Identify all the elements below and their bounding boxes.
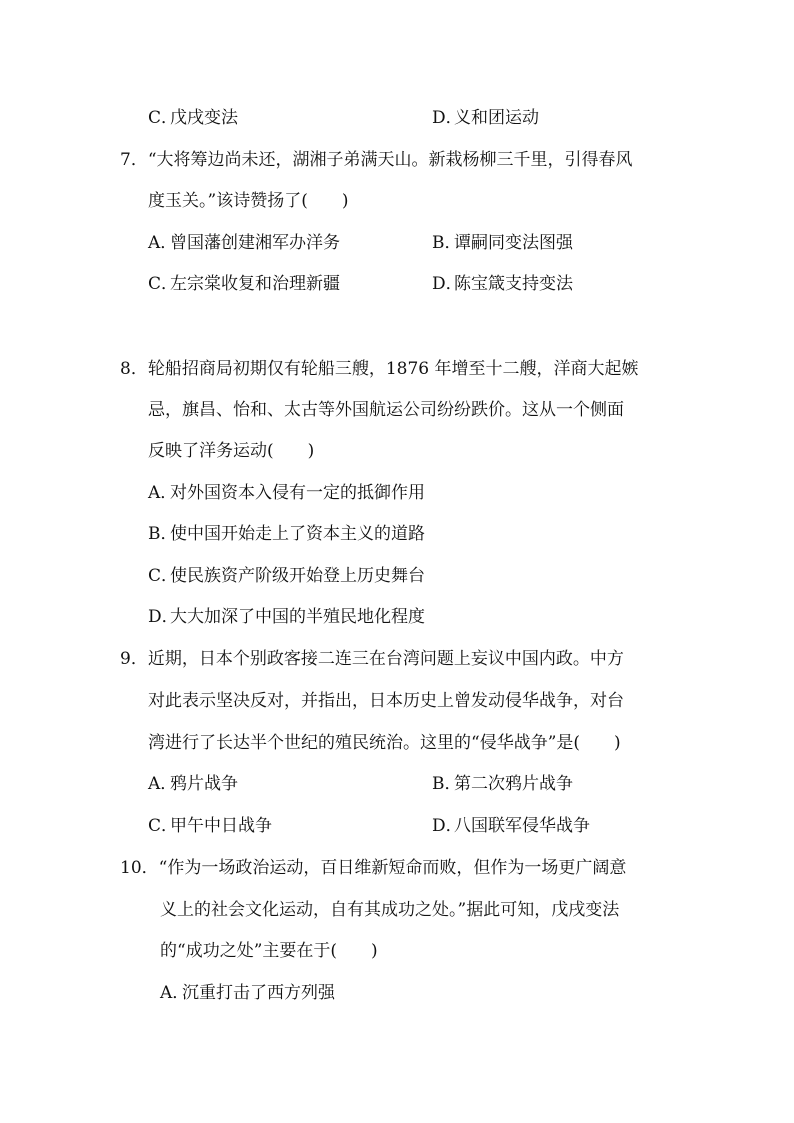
q9-option-b <box>432 772 573 796</box>
option-text: 戊戌变法 <box>170 108 238 128</box>
option-label: D． <box>432 816 463 836</box>
option-text: 沉重打击了西方列强 <box>182 983 335 1003</box>
option-label: A． <box>148 233 178 253</box>
question-stem: 对此表示坚决反对，并指出，日本历史上曾发动侵华战争，对台 <box>148 691 624 711</box>
option-text: 陈宝箴支持变法 <box>454 274 573 294</box>
option-text: 八国联军侵华战争 <box>454 816 590 836</box>
q8-option-a <box>148 481 425 505</box>
q8-option-c <box>148 564 425 588</box>
option-label: D． <box>148 607 179 627</box>
question-stem: “作为一场政治运动，百日维新短命而败，但作为一场更广阔意 <box>158 858 627 878</box>
q7-option-d <box>432 272 573 296</box>
option-label: D． <box>432 274 463 294</box>
option-label: C． <box>148 816 179 836</box>
q8-option-d <box>148 605 425 629</box>
q9-option-d <box>432 814 590 838</box>
option-text: 大大加深了中国的半殖民地化程度 <box>170 607 425 627</box>
question-stem: 的“成功之处”主要在于( <box>160 941 338 961</box>
q8-stem-line1 <box>120 357 639 381</box>
option-label: A． <box>148 774 178 794</box>
answer-paren: ) <box>341 191 349 211</box>
question-stem: 湾进行了长达半个世纪的殖民统治。这里的“侵华战争”是( <box>148 733 581 753</box>
option-label: C． <box>148 566 179 586</box>
option-text: 义和团运动 <box>454 108 539 128</box>
option-label: B． <box>432 233 462 253</box>
option-text: 使中国开始走上了资本主义的道路 <box>170 524 425 544</box>
q9-stem-line2 <box>148 689 624 713</box>
answer-paren: ) <box>371 941 378 961</box>
option-label: A． <box>148 483 178 503</box>
option-text: 曾国藩创建湘军办洋务 <box>170 233 340 253</box>
question-stem: 反映了洋务运动( <box>148 441 274 461</box>
option-label: B． <box>148 524 178 544</box>
option-text: 对外国资本入侵有一定的抵御作用 <box>170 483 425 503</box>
question-number: 9． <box>120 649 148 669</box>
option-label: D． <box>432 108 463 128</box>
answer-paren: ) <box>614 733 621 753</box>
q9-stem-line3 <box>148 731 621 755</box>
q8-option-b <box>148 522 425 546</box>
q6-option-c <box>148 106 238 130</box>
option-text: 鸦片战争 <box>170 774 238 794</box>
option-text: 谭嗣同变法图强 <box>454 233 573 253</box>
question-number: 10． <box>120 858 159 878</box>
q7-option-a <box>148 231 340 255</box>
q9-stem-line1 <box>120 647 624 671</box>
option-text: 甲午中日战争 <box>170 816 272 836</box>
q9-option-a <box>148 772 238 796</box>
option-text: 左宗棠收复和治理新疆 <box>170 274 340 294</box>
q6-option-d <box>432 106 539 130</box>
question-stem: 义上的社会文化运动，自有其成功之处。”据此可知，戊戌变法 <box>160 900 620 920</box>
option-label: A． <box>160 983 190 1003</box>
question-stem: 忌，旗昌、怡和、太古等外国航运公司纷纷跌价。这从一个侧面 <box>148 400 624 420</box>
option-label: B． <box>432 774 462 794</box>
q9-option-c <box>148 814 272 838</box>
q10-stem-line3 <box>160 939 378 963</box>
q8-stem-line3 <box>148 439 314 463</box>
question-number: 7． <box>120 150 148 170</box>
question-stem: 度玉关。”该诗赞扬了( <box>148 191 308 211</box>
q7-stem-line1 <box>120 148 633 172</box>
q7-option-c <box>148 272 340 296</box>
question-number: 8． <box>120 359 148 379</box>
question-stem: “大将筹边尚未还，湖湘子弟满天山。新栽杨柳三千里，引得春风 <box>147 150 633 170</box>
option-label: C． <box>148 274 179 294</box>
q10-stem-line1 <box>120 856 626 880</box>
q7-option-b <box>432 231 573 255</box>
q10-option-a <box>160 981 335 1005</box>
option-text: 第二次鸦片战争 <box>454 774 573 794</box>
q7-stem-line2 <box>148 189 348 213</box>
q8-stem-line2 <box>148 398 624 422</box>
q10-stem-line2 <box>160 898 619 922</box>
answer-paren: ) <box>307 441 315 461</box>
option-text: 使民族资产阶级开始登上历史舞台 <box>170 566 425 586</box>
question-stem: 轮船招商局初期仅有轮船三艘，1876 年增至十二艘，洋商大起嫉 <box>147 359 639 379</box>
option-label: C． <box>148 108 179 128</box>
question-stem: 近期，日本个别政客接二连三在台湾问题上妄议中国内政。中方 <box>147 649 624 669</box>
